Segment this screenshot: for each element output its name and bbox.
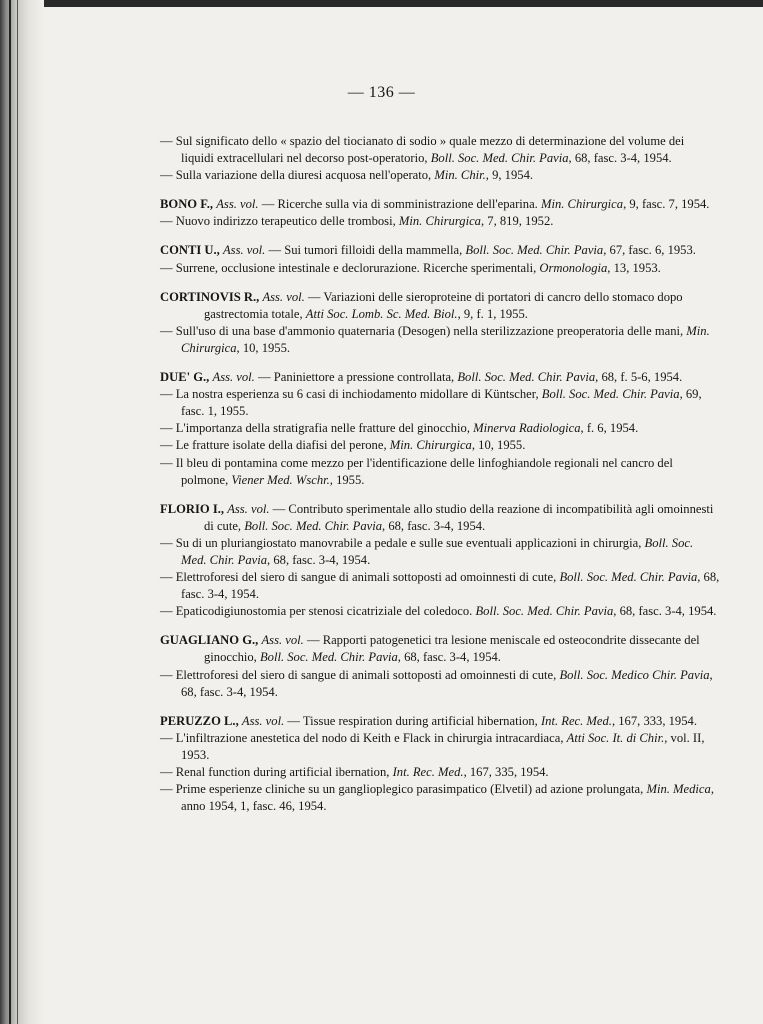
bibliography-entry: [160, 369, 720, 489]
citation-reference: , 9, 1954.: [485, 168, 534, 183]
citation-title: — Su di un pluriangiostato manovrabile a pedale e sulle sue eventuali applicazioni in chirurgia,: [160, 535, 645, 550]
citation-title: — Rapporti patogenetici tra lesione meniscale ed osteocondrite dissecante del ginocchio,: [204, 633, 700, 665]
citation-title: — Contributo sperimentale allo studio della reazione di incompatibilità agli omoinnesti di cute,: [204, 501, 714, 533]
citation-reference: , 10, 1955.: [236, 340, 291, 355]
citation-reference: , 68, f. 5-6, 1954.: [595, 370, 683, 385]
citation-source: Int. Rec. Med.: [392, 765, 464, 779]
citation-source: Boll. Soc. Med. Chir. Pavia: [475, 604, 614, 619]
page-number: — 136 —: [347, 84, 416, 101]
bibliography-item: [160, 603, 720, 620]
citation-source: Viener Med. Wschr.: [231, 472, 330, 487]
citation-source: Min. Chirurgica: [181, 323, 710, 355]
bibliography-entry: [160, 242, 720, 276]
bibliography-entry: [160, 501, 720, 621]
bibliography-item: [160, 289, 720, 323]
citation-source: Boll. Soc. Med. Chir. Pavia: [181, 535, 694, 567]
author-affiliation: Ass. vol.: [227, 501, 270, 516]
bibliography-entry: [160, 713, 720, 816]
citation-source: Boll. Soc. Med. Chir. Pavia: [259, 650, 398, 665]
citation-source: Ormonologia: [539, 260, 608, 275]
scan-top-edge: [0, 0, 763, 7]
bibliography-item: [160, 781, 720, 815]
citation-source: Min. Chirurgica: [398, 214, 481, 229]
citation-source: Minerva Radiologica: [473, 421, 581, 436]
bibliography-item: [160, 323, 720, 357]
citation-reference: , 13, 1953.: [607, 260, 661, 275]
bibliography-entry: [160, 196, 720, 230]
bibliography-item: [160, 437, 720, 454]
citation-title: — Elettroforesi del siero di sangue di animali sottoposti ad omoinnesti di cute,: [160, 667, 560, 682]
citation-source: Min. Chirurgica: [389, 438, 472, 453]
citation-title: — Sull'uso di una base d'ammonio quaternaria (Desogen) nella sterilizzazione preoperatoria delle mani,: [160, 323, 687, 338]
author-affiliation: Ass. vol.: [261, 633, 304, 648]
bibliography-item: [160, 167, 720, 184]
author-name: FLORIO I.,: [160, 501, 225, 516]
author-name: CORTINOVIS R.,: [160, 289, 260, 304]
author-affiliation: Ass. vol.: [216, 197, 259, 212]
citation-reference: , f. 6, 1954.: [580, 421, 639, 436]
bibliography-entry: [160, 632, 720, 700]
citation-reference: , 7, 819, 1952.: [480, 214, 554, 229]
citation-title: — Renal function during artificial ibernation,: [160, 765, 393, 779]
author-affiliation: Ass. vol.: [212, 370, 255, 385]
bibliography-item: [160, 196, 720, 213]
citation-reference: , 10, 1955.: [471, 438, 526, 453]
citation-reference: , 68, fasc. 3-4, 1954.: [181, 667, 713, 699]
citation-source: Boll. Soc. Med. Chir. Pavia: [465, 243, 604, 258]
bibliography-item: [160, 242, 720, 259]
bibliography-item: [160, 420, 720, 437]
citation-title: — Sulla variazione della diuresi acquosa nell'operato,: [160, 168, 435, 183]
citation-source: Min. Chirurgica: [540, 197, 624, 212]
citation-title: — Sul significato dello « spazio del tiocianato di sodio » quale mezzo di determinazione del volume dei liquidi extracellulari nel decorso post-operatorio,: [160, 134, 685, 166]
author-affiliation: Ass. vol.: [222, 243, 266, 258]
bibliography-item: [160, 260, 720, 277]
citation-title: — Le fratture isolate della diafisi del perone,: [160, 438, 390, 453]
bibliography-entry: [160, 289, 720, 357]
bibliography-item: [160, 455, 720, 489]
citation-reference: , 167, 333, 1954.: [611, 713, 697, 728]
author-affiliation: Ass. vol.: [241, 713, 285, 728]
citation-title: — Sui tumori filloidi della mammella,: [268, 243, 466, 258]
citation-title: — Il bleu di pontamina come mezzo per l'identificazione delle linfoghiandole regionali nel cancro del polmone,: [160, 455, 673, 487]
bibliography-item: [160, 632, 720, 666]
bibliography-item: [160, 501, 720, 535]
bibliography-item: [160, 386, 720, 420]
author-name: BONO F.,: [160, 197, 214, 212]
bibliography-item: [160, 713, 720, 730]
citation-source: Atti Soc. Lomb. Sc. Med. Biol.: [305, 306, 458, 321]
citation-reference: , vol. II, 1953.: [181, 730, 705, 762]
citation-reference: , 68, fasc. 3-4, 1954.: [181, 570, 720, 602]
bibliography-item: [160, 133, 720, 167]
citation-reference: , 9, f. 1, 1955.: [457, 306, 528, 321]
bibliography-item: [160, 535, 720, 569]
citation-reference: , 68, fasc. 3-4, 1954.: [397, 650, 501, 665]
citation-reference: , 9, fasc. 7, 1954.: [623, 197, 710, 212]
citation-source: Atti Soc. It. di Chir.: [566, 730, 665, 745]
binding-line: [9, 0, 11, 1024]
author-name: DUE' G.,: [160, 370, 210, 385]
citation-title: — Ricerche sulla via di somministrazione dell'eparina.: [261, 197, 541, 212]
citation-reference: , 167, 335, 1954.: [463, 765, 549, 779]
citation-reference: , 68, fasc. 3-4, 1954.: [267, 552, 371, 567]
citation-title: — Epaticodigiunostomia per stenosi cicatriziale del coledoco.: [160, 604, 476, 619]
citation-reference: , anno 1954, 1, fasc. 46, 1954.: [181, 782, 714, 814]
book-binding-shadow: [0, 0, 44, 1024]
citation-source: Boll. Soc. Med. Chir. Pavia: [541, 387, 680, 402]
citation-title: — Variazioni delle sieroproteine di portatori di cancro dello stomaco dopo gastrectomia totale,: [204, 289, 683, 321]
bibliography-list: [160, 133, 720, 827]
bibliography-item: [160, 569, 720, 603]
citation-source: Boll. Soc. Med. Chir. Pavia: [244, 518, 383, 533]
citation-title: — Nuovo indirizzo terapeutico delle trombosi,: [160, 214, 399, 229]
citation-source: Min. Medica: [646, 782, 711, 797]
author-name: CONTI U.,: [160, 243, 220, 258]
citation-reference: , 1955.: [329, 472, 365, 487]
citation-reference: , 68, fasc. 3-4, 1954.: [382, 518, 486, 533]
bibliography-item: [160, 213, 720, 230]
citation-source: Boll. Soc. Medico Chir. Pavia: [559, 667, 710, 682]
citation-title: — L'infiltrazione anestetica del nodo di Keith e Flack in chirurgia intracardiaca,: [160, 730, 567, 745]
author-name: PERUZZO L.,: [160, 713, 239, 728]
citation-title: — Paniniettore a pressione controllata,: [257, 370, 458, 385]
citation-reference: , 69, fasc. 1, 1955.: [181, 387, 702, 419]
citation-source: Boll. Soc. Med. Chir. Pavia: [457, 370, 596, 385]
citation-source: Int. Rec. Med.: [540, 713, 612, 728]
citation-title: — L'importanza della stratigrafia nelle fratture del ginocchio,: [160, 421, 474, 436]
author-name: GUAGLIANO G.,: [160, 633, 259, 648]
citation-title: — Surrene, occlusione intestinale e declorurazione. Ricerche sperimentali,: [160, 260, 540, 275]
citation-title: — La nostra esperienza su 6 casi di inchiodamento midollare di Küntscher,: [160, 387, 542, 402]
citation-reference: , 68, fasc. 3-4, 1954.: [568, 151, 672, 166]
author-affiliation: Ass. vol.: [262, 289, 305, 304]
citation-source: Boll. Soc. Med. Chir. Pavia: [559, 570, 698, 585]
citation-source: Boll. Soc. Med. Chir. Pavia: [430, 151, 569, 166]
citation-source: Min. Chir.: [434, 168, 486, 183]
binding-line: [17, 0, 18, 1024]
citation-reference: , 67, fasc. 6, 1953.: [603, 243, 696, 258]
citation-title: — Prime esperienze cliniche su un ganglioplegico parasimpatico (Elvetil) ad azione prolungata,: [160, 782, 647, 797]
bibliography-item: [160, 764, 720, 781]
bibliography-item: [160, 730, 720, 764]
bibliography-entry: [160, 133, 720, 184]
citation-title: — Elettroforesi del siero di sangue di animali sottoposti ad omoinnesti di cute,: [160, 570, 560, 585]
bibliography-item: [160, 369, 720, 386]
bibliography-item: [160, 667, 720, 701]
citation-title: — Tissue respiration during artificial hibernation,: [287, 713, 541, 728]
citation-reference: , 68, fasc. 3-4, 1954.: [613, 604, 717, 619]
